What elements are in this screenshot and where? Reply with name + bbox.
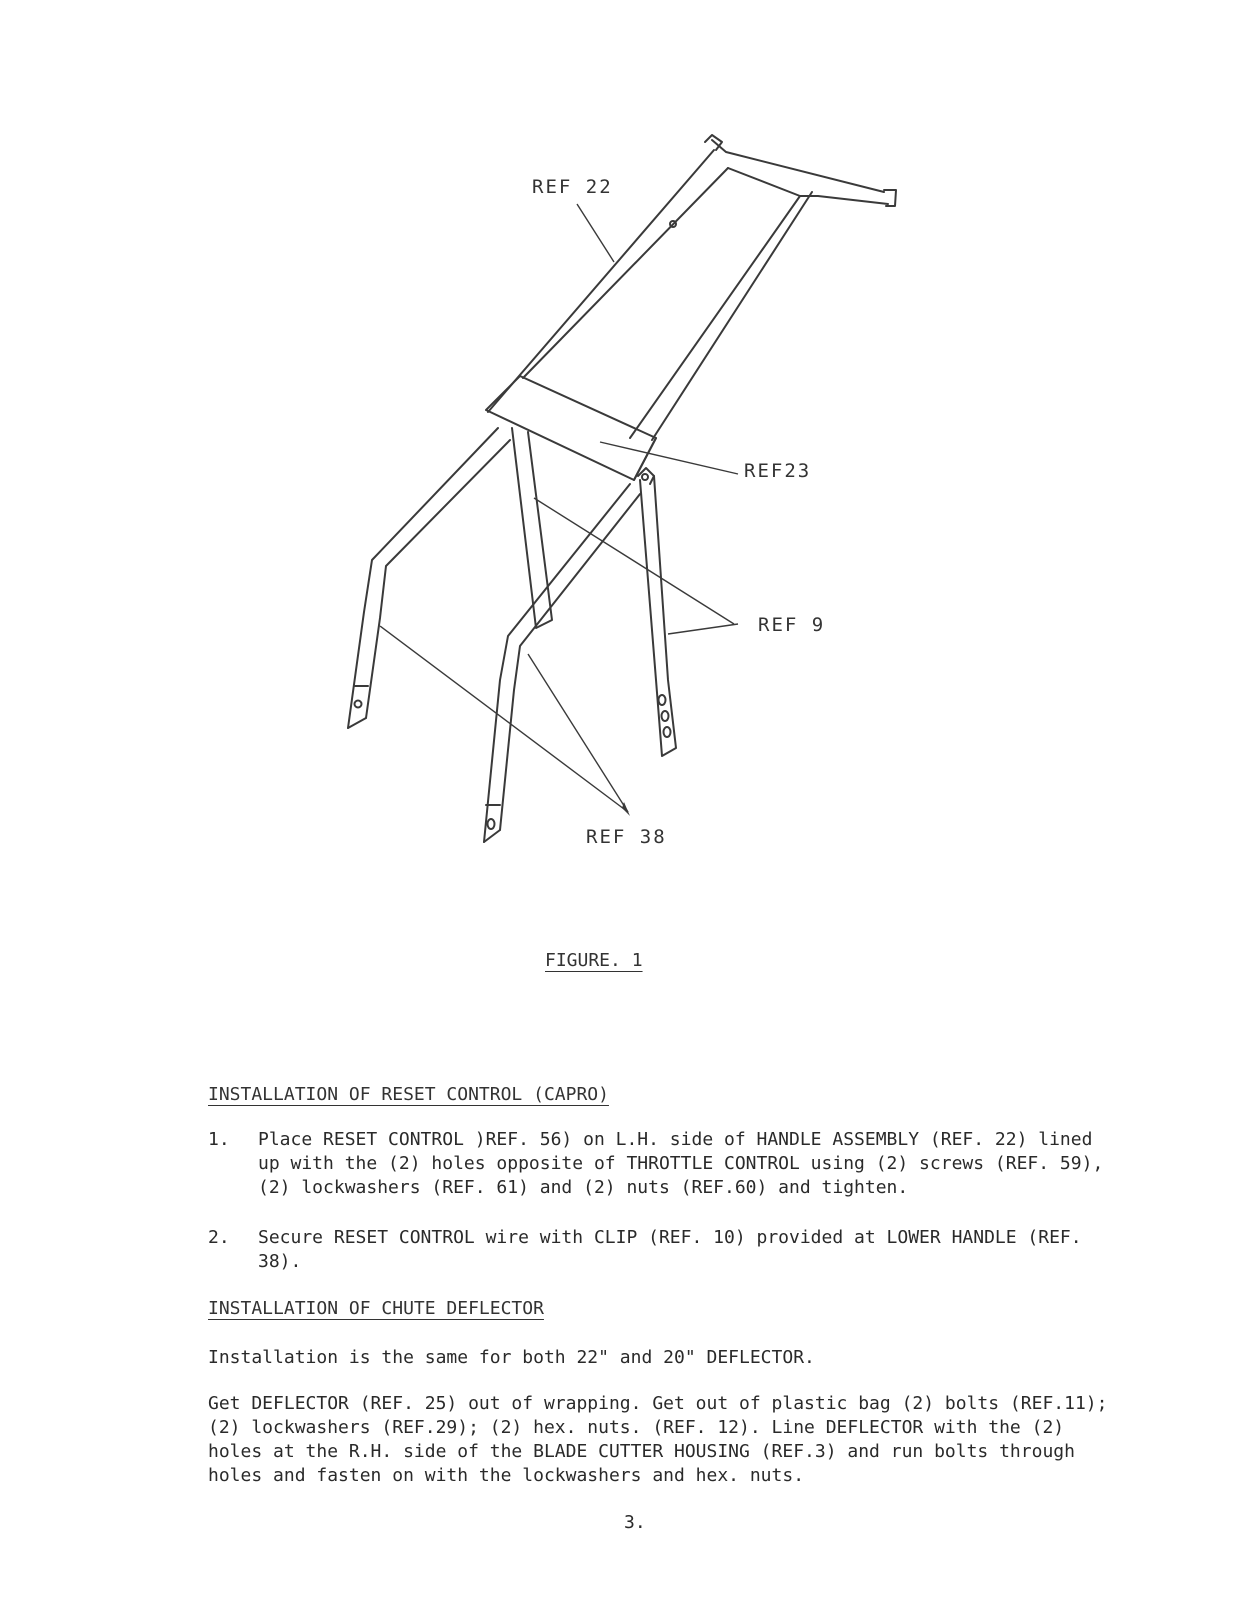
page-number: 3. [624,1512,646,1533]
leader-ref-22 [577,204,614,262]
leader-ref-9-b [668,624,738,634]
lower-handle-left-inner [366,440,510,718]
step-number: 2. [208,1227,230,1248]
chute-deflector-heading: INSTALLATION OF CHUTE DEFLECTOR [208,1298,544,1319]
lower-handle-right-inner [500,494,640,830]
figure-caption: FIGURE. 1 [545,950,643,971]
chute-para-1: Installation is the same for both 22" and 20" DEFLECTOR. [208,1347,815,1368]
upper-handle-right-rail [652,192,812,440]
callout-ref-38: REF 38 [586,826,667,848]
upper-handle-right-rail-inner [630,196,800,438]
handle-grip-top [712,140,884,192]
reset-step-1 [208,1128,1108,1200]
leader-ref-38-b [528,654,628,812]
reset-control-heading: INSTALLATION OF RESET CONTROL (CAPRO) [208,1084,609,1105]
step-number: 1. [208,1129,230,1150]
callout-ref-23: REF23 [744,460,812,482]
brace-right [640,476,676,756]
callout-ref-22: REF 22 [532,176,613,198]
brace-left [512,428,552,628]
step-text: Place RESET CONTROL )REF. 56) on L.H. side of HANDLE ASSEMBLY (REF. 22) lined up with the (2) holes opposite of THROTTLE CONTROL using (2) screws (REF. 59), (2) lockwashers (REF. 61) and (2) nuts (REF.60) and tighten. [258,1129,1104,1198]
chute-para-2: Get DEFLECTOR (REF. 25) out of wrapping. Get out of plastic bag (2) bolts (REF.11); (2) lockwashers (REF.29); (2) hex. nuts. (REF. 12). Line DEFLECTOR with the (2) holes at the R.H. side of the BLADE CUTTER HOUSING (REF.3) and run bolts through holes and fasten on with the lockwashers and hex. nuts. [208,1393,1108,1486]
leader-ref-9-a [534,498,734,624]
step-text: Secure RESET CONTROL wire with CLIP (REF. 10) provided at LOWER HANDLE (REF. 38). [258,1227,1082,1272]
callout-ref-9: REF 9 [758,614,826,636]
reset-step-2 [208,1226,1108,1274]
leader-ref-23 [600,442,738,474]
upper-handle-left-rail-inner [523,168,728,378]
lower-handle-right-outer [484,484,630,842]
